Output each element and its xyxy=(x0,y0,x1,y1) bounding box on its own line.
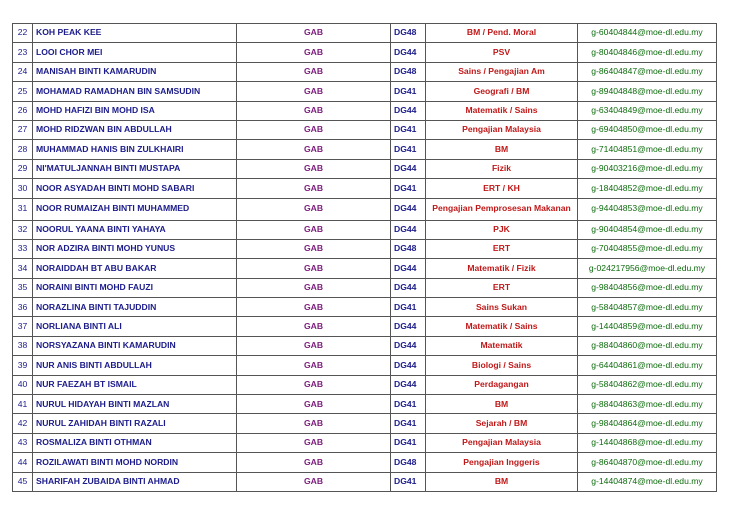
table-row xyxy=(13,395,717,414)
staff-subject: ERT / KH xyxy=(426,179,578,198)
staff-grade: DG41 xyxy=(391,179,426,198)
staff-name: NUR FAEZAH BT ISMAIL xyxy=(33,375,237,394)
table-row xyxy=(13,82,717,101)
staff-subject: ERT xyxy=(426,239,578,258)
staff-subject: Pengajian Malaysia xyxy=(426,433,578,452)
table-row xyxy=(13,140,717,159)
table-row xyxy=(13,101,717,120)
table-row xyxy=(13,317,717,336)
staff-group: GAB xyxy=(237,356,391,375)
staff-subject: Matematik / Sains xyxy=(426,101,578,120)
staff-grade: DG44 xyxy=(391,375,426,394)
staff-group: GAB xyxy=(237,220,391,239)
staff-grade: DG44 xyxy=(391,336,426,355)
staff-subject: Perdagangan xyxy=(426,375,578,394)
row-number: 32 xyxy=(13,220,33,239)
table-row xyxy=(13,198,717,220)
staff-grade: DG48 xyxy=(391,24,426,43)
staff-name: MOHD HAFIZI BIN MOHD ISA xyxy=(33,101,237,120)
staff-name: NOR ADZIRA BINTI MOHD YUNUS xyxy=(33,239,237,258)
staff-group: GAB xyxy=(237,453,391,472)
staff-subject: BM xyxy=(426,472,578,491)
staff-email: g-86404847@moe-dl.edu.my xyxy=(578,62,717,81)
staff-group: GAB xyxy=(237,278,391,297)
staff-group: GAB xyxy=(237,120,391,139)
table-row xyxy=(13,159,717,178)
row-number: 45 xyxy=(13,472,33,491)
staff-group: GAB xyxy=(237,179,391,198)
staff-email: g-88404860@moe-dl.edu.my xyxy=(578,336,717,355)
staff-name: NOORUL YAANA BINTI YAHAYA xyxy=(33,220,237,239)
row-number: 26 xyxy=(13,101,33,120)
table-row xyxy=(13,336,717,355)
staff-grade: DG41 xyxy=(391,120,426,139)
staff-email: g-58404857@moe-dl.edu.my xyxy=(578,298,717,317)
table-row xyxy=(13,278,717,297)
row-number: 25 xyxy=(13,82,33,101)
staff-group: GAB xyxy=(237,395,391,414)
row-number: 39 xyxy=(13,356,33,375)
staff-subject: Pengajian Pemprosesan Makanan xyxy=(426,198,578,220)
staff-group: GAB xyxy=(237,198,391,220)
staff-name: NURUL HIDAYAH BINTI MAZLAN xyxy=(33,395,237,414)
staff-group: GAB xyxy=(237,259,391,278)
row-number: 44 xyxy=(13,453,33,472)
staff-email: g-90404854@moe-dl.edu.my xyxy=(578,220,717,239)
staff-grade: DG48 xyxy=(391,453,426,472)
row-number: 34 xyxy=(13,259,33,278)
row-number: 22 xyxy=(13,24,33,43)
staff-group: GAB xyxy=(237,82,391,101)
staff-email: g-89404848@moe-dl.edu.my xyxy=(578,82,717,101)
staff-email: g-94404853@moe-dl.edu.my xyxy=(578,198,717,220)
staff-grade: DG41 xyxy=(391,395,426,414)
table-row xyxy=(13,356,717,375)
row-number: 41 xyxy=(13,395,33,414)
row-number: 42 xyxy=(13,414,33,433)
row-number: 30 xyxy=(13,179,33,198)
staff-subject: BM / Pend. Moral xyxy=(426,24,578,43)
staff-name: MOHAMAD RAMADHAN BIN SAMSUDIN xyxy=(33,82,237,101)
staff-grade: DG41 xyxy=(391,472,426,491)
staff-name: KOH PEAK KEE xyxy=(33,24,237,43)
staff-email: g-70404855@moe-dl.edu.my xyxy=(578,239,717,258)
staff-name: NORLIANA BINTI ALI xyxy=(33,317,237,336)
staff-group: GAB xyxy=(237,239,391,258)
staff-group: GAB xyxy=(237,336,391,355)
staff-name: MUHAMMAD HANIS BIN ZULKHAIRI xyxy=(33,140,237,159)
staff-email: g-88404863@moe-dl.edu.my xyxy=(578,395,717,414)
row-number: 28 xyxy=(13,140,33,159)
row-number: 37 xyxy=(13,317,33,336)
staff-grade: DG41 xyxy=(391,414,426,433)
staff-grade: DG48 xyxy=(391,239,426,258)
table-row xyxy=(13,472,717,491)
staff-grade: DG44 xyxy=(391,356,426,375)
staff-email: g-71404851@moe-dl.edu.my xyxy=(578,140,717,159)
staff-table xyxy=(12,23,717,492)
row-number: 43 xyxy=(13,433,33,452)
table-row xyxy=(13,414,717,433)
staff-subject: BM xyxy=(426,140,578,159)
staff-subject: Biologi / Sains xyxy=(426,356,578,375)
table-row xyxy=(13,24,717,43)
table-row xyxy=(13,433,717,452)
table-row xyxy=(13,453,717,472)
row-number: 24 xyxy=(13,62,33,81)
staff-subject: Sains Sukan xyxy=(426,298,578,317)
staff-grade: DG41 xyxy=(391,433,426,452)
staff-subject: Matematik / Fizik xyxy=(426,259,578,278)
row-number: 31 xyxy=(13,198,33,220)
staff-subject: Pengajian Inggeris xyxy=(426,453,578,472)
staff-group: GAB xyxy=(237,24,391,43)
staff-email: g-60404844@moe-dl.edu.my xyxy=(578,24,717,43)
staff-email: g-14404868@moe-dl.edu.my xyxy=(578,433,717,452)
staff-grade: DG44 xyxy=(391,317,426,336)
staff-name: MANISAH BINTI KAMARUDIN xyxy=(33,62,237,81)
staff-name: NORAINI BINTI MOHD FAUZI xyxy=(33,278,237,297)
staff-email: g-024217956@moe-dl.edu.my xyxy=(578,259,717,278)
staff-subject: Sains / Pengajian Am xyxy=(426,62,578,81)
staff-name: ROSMALIZA BINTI OTHMAN xyxy=(33,433,237,452)
staff-email: g-98404856@moe-dl.edu.my xyxy=(578,278,717,297)
staff-email: g-63404849@moe-dl.edu.my xyxy=(578,101,717,120)
staff-group: GAB xyxy=(237,159,391,178)
staff-subject: Pengajian Malaysia xyxy=(426,120,578,139)
staff-grade: DG41 xyxy=(391,140,426,159)
staff-name: NOOR ASYADAH BINTI MOHD SABARI xyxy=(33,179,237,198)
staff-email: g-69404850@moe-dl.edu.my xyxy=(578,120,717,139)
staff-subject: Geografi / BM xyxy=(426,82,578,101)
staff-subject: Fizik xyxy=(426,159,578,178)
staff-grade: DG44 xyxy=(391,198,426,220)
staff-name: LOOI CHOR MEI xyxy=(33,43,237,62)
staff-group: GAB xyxy=(237,43,391,62)
row-number: 40 xyxy=(13,375,33,394)
staff-name: NOOR RUMAIZAH BINTI MUHAMMED xyxy=(33,198,237,220)
row-number: 38 xyxy=(13,336,33,355)
table-row xyxy=(13,120,717,139)
staff-group: GAB xyxy=(237,140,391,159)
staff-email: g-90403216@moe-dl.edu.my xyxy=(578,159,717,178)
staff-email: g-80404846@moe-dl.edu.my xyxy=(578,43,717,62)
staff-name: SHARIFAH ZUBAIDA BINTI AHMAD xyxy=(33,472,237,491)
staff-grade: DG44 xyxy=(391,278,426,297)
staff-subject: BM xyxy=(426,395,578,414)
table-row xyxy=(13,375,717,394)
staff-group: GAB xyxy=(237,375,391,394)
staff-email: g-64404861@moe-dl.edu.my xyxy=(578,356,717,375)
staff-name: NI'MATULJANNAH BINTI MUSTAPA xyxy=(33,159,237,178)
staff-subject: PJK xyxy=(426,220,578,239)
table-row xyxy=(13,298,717,317)
row-number: 35 xyxy=(13,278,33,297)
staff-subject: Matematik xyxy=(426,336,578,355)
staff-grade: DG41 xyxy=(391,82,426,101)
staff-email: g-58404862@moe-dl.edu.my xyxy=(578,375,717,394)
staff-email: g-98404864@moe-dl.edu.my xyxy=(578,414,717,433)
staff-email: g-14404859@moe-dl.edu.my xyxy=(578,317,717,336)
staff-grade: DG41 xyxy=(391,298,426,317)
staff-grade: DG44 xyxy=(391,43,426,62)
staff-subject: Sejarah / BM xyxy=(426,414,578,433)
table-row xyxy=(13,179,717,198)
staff-grade: DG44 xyxy=(391,220,426,239)
table-row xyxy=(13,62,717,81)
staff-group: GAB xyxy=(237,433,391,452)
row-number: 27 xyxy=(13,120,33,139)
table-row xyxy=(13,239,717,258)
staff-subject: Matematik / Sains xyxy=(426,317,578,336)
staff-name: MOHD RIDZWAN BIN ABDULLAH xyxy=(33,120,237,139)
staff-email: g-14404874@moe-dl.edu.my xyxy=(578,472,717,491)
staff-name: NURUL ZAHIDAH BINTI RAZALI xyxy=(33,414,237,433)
staff-grade: DG48 xyxy=(391,62,426,81)
row-number: 23 xyxy=(13,43,33,62)
staff-group: GAB xyxy=(237,101,391,120)
staff-name: NORAZLINA BINTI TAJUDDIN xyxy=(33,298,237,317)
staff-name: NORAIDDAH BT ABU BAKAR xyxy=(33,259,237,278)
row-number: 33 xyxy=(13,239,33,258)
staff-name: NUR ANIS BINTI ABDULLAH xyxy=(33,356,237,375)
staff-group: GAB xyxy=(237,414,391,433)
staff-group: GAB xyxy=(237,472,391,491)
staff-grade: DG44 xyxy=(391,101,426,120)
row-number: 36 xyxy=(13,298,33,317)
staff-group: GAB xyxy=(237,317,391,336)
staff-group: GAB xyxy=(237,62,391,81)
table-row xyxy=(13,220,717,239)
staff-name: NORSYAZANA BINTI KAMARUDIN xyxy=(33,336,237,355)
staff-name: ROZILAWATI BINTI MOHD NORDIN xyxy=(33,453,237,472)
staff-email: g-86404870@moe-dl.edu.my xyxy=(578,453,717,472)
table-row xyxy=(13,259,717,278)
staff-grade: DG44 xyxy=(391,159,426,178)
staff-group: GAB xyxy=(237,298,391,317)
staff-grade: DG44 xyxy=(391,259,426,278)
staff-subject: PSV xyxy=(426,43,578,62)
staff-subject: ERT xyxy=(426,278,578,297)
staff-email: g-18404852@moe-dl.edu.my xyxy=(578,179,717,198)
staff-table-body xyxy=(13,24,717,492)
table-row xyxy=(13,43,717,62)
row-number: 29 xyxy=(13,159,33,178)
